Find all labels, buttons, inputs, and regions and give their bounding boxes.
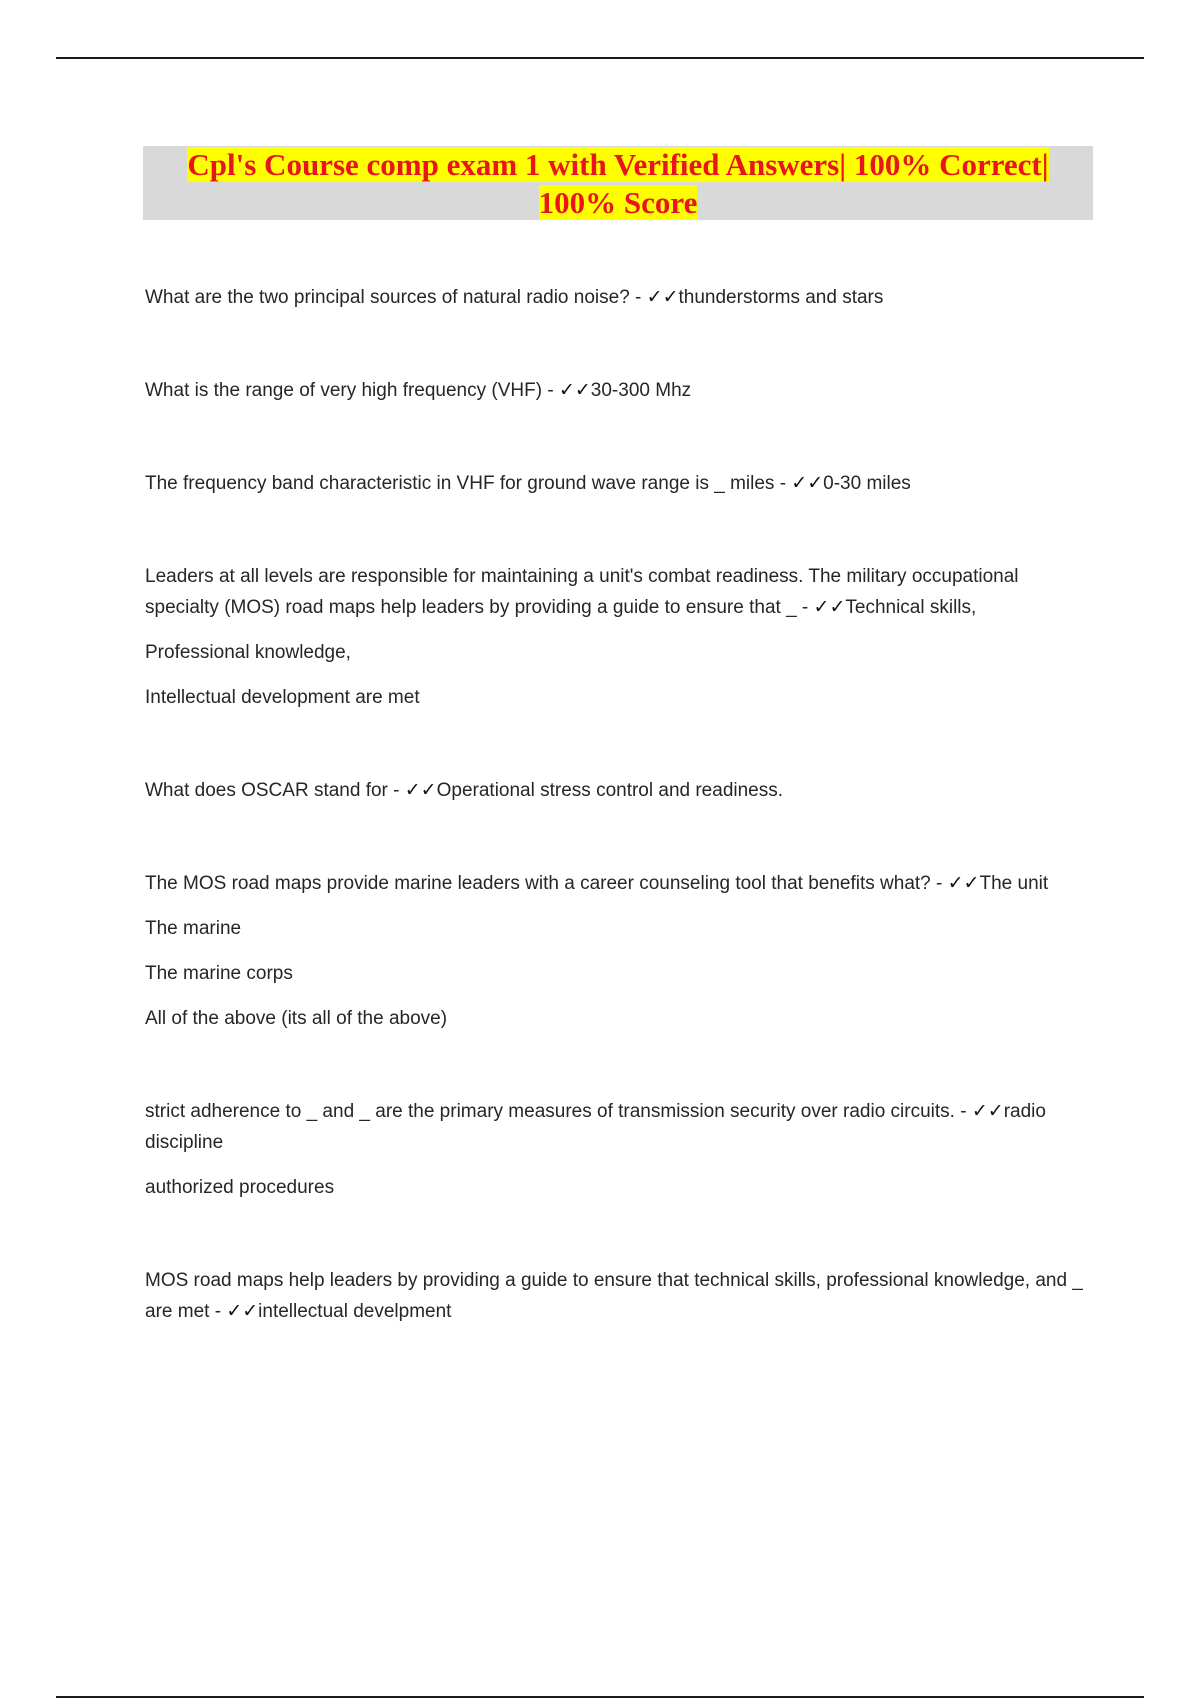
qa-item bbox=[145, 561, 1085, 713]
title-line-1: Cpl's Course comp exam 1 with Verified Answers| 100% Correct| bbox=[187, 147, 1049, 182]
check-mark-icon: ✓✓ bbox=[947, 873, 980, 894]
check-mark-icon: ✓✓ bbox=[971, 1101, 1004, 1122]
qa-list bbox=[145, 282, 1085, 1389]
question-text: The MOS road maps provide marine leaders with a career counseling tool that benefits what? - bbox=[145, 873, 948, 894]
qa-item bbox=[145, 1265, 1085, 1327]
question-text: What are the two principal sources of natural radio noise? - bbox=[145, 287, 647, 308]
answer-text: 30-300 Mhz bbox=[590, 380, 692, 401]
qa-question-line bbox=[145, 468, 1085, 499]
bottom-rule bbox=[56, 1696, 1144, 1698]
qa-question-line bbox=[145, 1096, 1085, 1158]
title-banner bbox=[143, 146, 1093, 220]
check-mark-icon: ✓✓ bbox=[813, 597, 846, 618]
answer-continuation: authorized procedures bbox=[145, 1177, 335, 1198]
qa-item bbox=[145, 775, 1085, 806]
answer-continuation: All of the above (its all of the above) bbox=[145, 1008, 448, 1029]
question-text: MOS road maps help leaders by providing a guide to ensure that technical skills, professional knowledge, and _ are met - bbox=[145, 1270, 1083, 1322]
question-text: What is the range of very high frequency (VHF) - bbox=[145, 380, 559, 401]
check-mark-icon: ✓✓ bbox=[404, 780, 437, 801]
answer-text: radio discipline bbox=[145, 1101, 1046, 1153]
qa-item bbox=[145, 468, 1085, 499]
question-text: The frequency band characteristic in VHF for ground wave range is _ miles - bbox=[145, 473, 792, 494]
qa-item bbox=[145, 1096, 1085, 1203]
qa-question-line bbox=[145, 1265, 1085, 1327]
answer-continuation: The marine corps bbox=[145, 963, 293, 984]
qa-item bbox=[145, 375, 1085, 406]
top-rule bbox=[56, 57, 1144, 59]
answer-text: 0-30 miles bbox=[823, 473, 911, 494]
question-text: What does OSCAR stand for - bbox=[145, 780, 405, 801]
qa-question-line bbox=[145, 561, 1085, 623]
title-line-2: 100% Score bbox=[538, 185, 698, 220]
qa-item bbox=[145, 868, 1085, 1034]
answer-text: Operational stress control and readiness. bbox=[436, 780, 784, 801]
qa-question-line bbox=[145, 775, 1085, 806]
question-text: Leaders at all levels are responsible for maintaining a unit's combat readiness. The military occupational specialty (MOS) road maps help leaders by providing a guide to ensure that _ - bbox=[145, 566, 1019, 618]
answer-text: Technical skills, bbox=[845, 597, 977, 618]
check-mark-icon: ✓✓ bbox=[226, 1301, 259, 1322]
answer-continuation: The marine bbox=[145, 918, 242, 939]
check-mark-icon: ✓✓ bbox=[646, 287, 679, 308]
answer-text: intellectual develpment bbox=[258, 1301, 452, 1322]
answer-text: The unit bbox=[979, 873, 1049, 894]
answer-continuation: Professional knowledge, bbox=[145, 642, 351, 663]
question-text: strict adherence to _ and _ are the primary measures of transmission security over radio circuits. - bbox=[145, 1101, 972, 1122]
qa-question-line bbox=[145, 868, 1085, 899]
check-mark-icon: ✓✓ bbox=[791, 473, 824, 494]
answer-text: thunderstorms and stars bbox=[678, 287, 884, 308]
qa-question-line bbox=[145, 375, 1085, 406]
qa-question-line bbox=[145, 282, 1085, 313]
qa-item bbox=[145, 282, 1085, 313]
check-mark-icon: ✓✓ bbox=[558, 380, 591, 401]
answer-continuation: Intellectual development are met bbox=[145, 687, 420, 708]
